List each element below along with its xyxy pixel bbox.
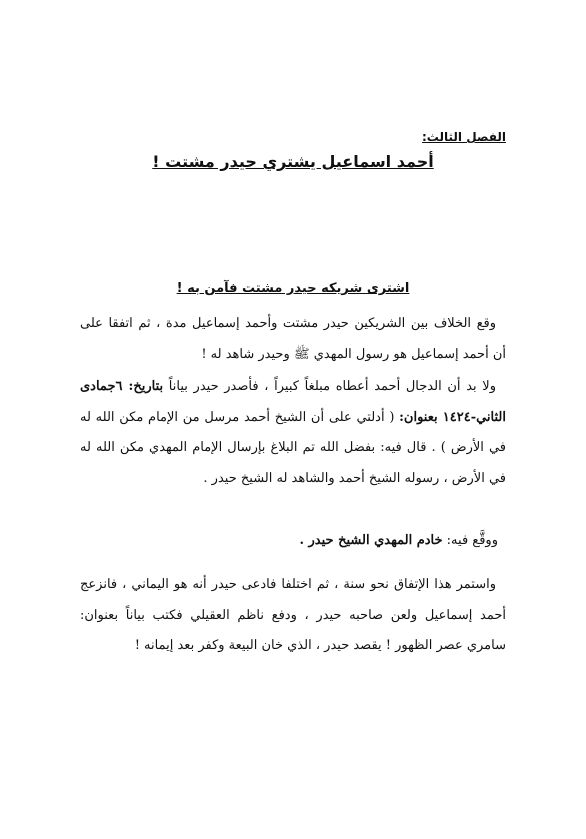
paragraph-4: واستمر هذا الإتفاق نحو سنة ، ثم اختلفا فادعى حيدر أنه هو اليماني ، فانزعج أحمد إسماعيل ولعن صاحبه حيدر ، ودفع ناظم العقيلي فكتب بياناً بعنوان: سامري عصر الظهور ! يقصد حيدر ، الذي خان البيعة وكفر بعد إيمانه ! bbox=[80, 577, 506, 653]
paragraph-1: وقع الخلاف بين الشريكين حيدر مشتت وأحمد إسماعيل مدة ، ثم اتفقا على أن أحمد إسماعيل هو رسول المهدي ﷺ وحيدر شاهد له ! bbox=[80, 316, 506, 362]
paragraph-2 bbox=[80, 372, 506, 494]
paragraph-2-intro: ولا بد أن الدجال أحمد أعطاه مبلغاً كبيراً ، فأصدر حيدر بياناً bbox=[163, 379, 496, 394]
signature-prefix: ووقَّع فيه: bbox=[442, 533, 498, 548]
signature-name: خادم المهدي الشيخ حيدر . bbox=[299, 533, 443, 548]
paragraph-2-body: ( أدلتي على أن الشيخ أحمد مرسل من الإمام مكن الله له في الأرض ) . قال فيه: بفضل الله تم البلاغ بإرسال الإمام المهدي مكن الله له في الأرض ، رسوله الشيخ أحمد والشاهد له الشيخ حيدر . bbox=[80, 409, 506, 486]
paragraph-2-date: بتاريخ: ٦جمادى الثاني-١٤٢٤ بعنوان: bbox=[80, 379, 506, 425]
paragraph-3-signature bbox=[80, 526, 506, 557]
section-heading: اشترى شريكه حيدر مشتت فآمن به ! bbox=[176, 281, 410, 296]
chapter-label: الفصل الثالث: bbox=[422, 130, 506, 144]
chapter-title: أحمد اسماعيل يشتري حيدر مشتت ! bbox=[152, 152, 434, 171]
